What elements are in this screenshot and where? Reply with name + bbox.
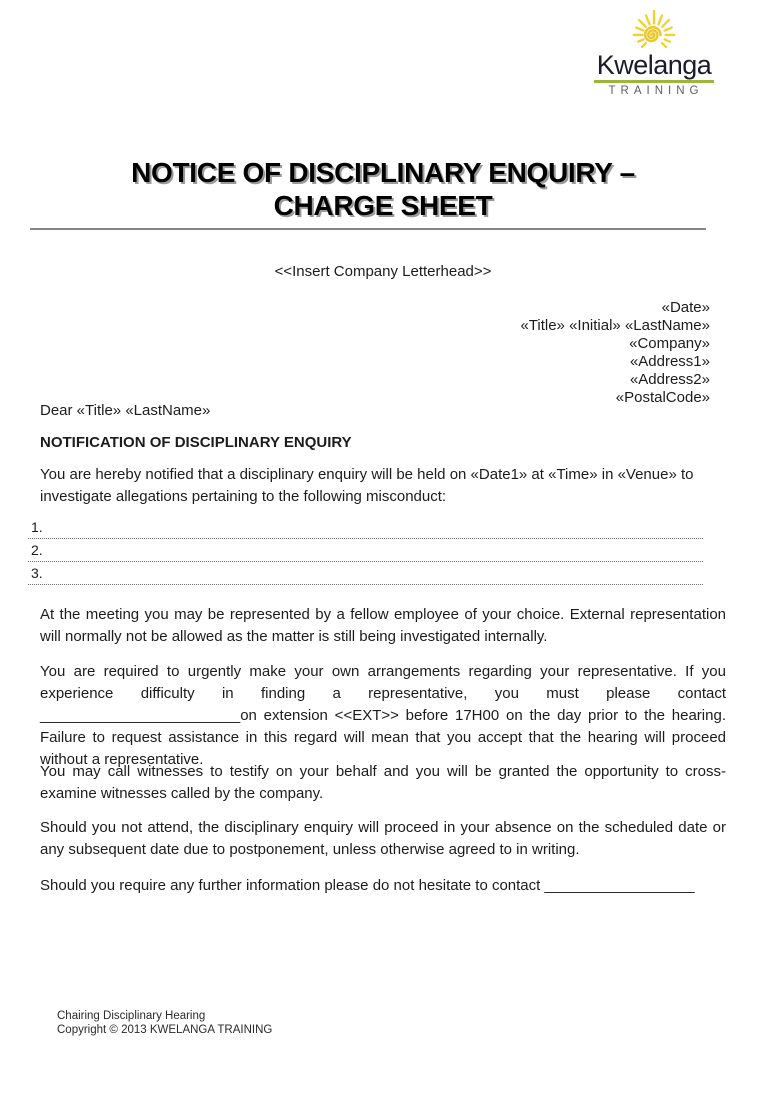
logo-green-rule	[594, 80, 714, 83]
address-line-date: «Date»	[661, 299, 710, 316]
letterhead-placeholder: <<Insert Company Letterhead>>	[274, 263, 492, 280]
address-line-postalcode: «PostalCode»	[615, 389, 710, 406]
misconduct-line-1: 1.	[28, 516, 703, 539]
logo-brand-text: Kwelanga	[596, 50, 712, 80]
paragraph-witnesses: You may call witnesses to testify on your behalf and you will be granted the opportunity to cross-examine witnesses called by the company.	[40, 763, 726, 802]
paragraph-arrangements: You are required to urgently make your own arrangements regarding your representative. If you experience difficulty in finding a representative, you must please contact ________________________on extension <<EXT>> before 17H00 on the day prior to the hearing. Failure to request assistance in this regard will mean that you accept that the hearing will proceed without a representative.	[40, 663, 726, 768]
kwelanga-logo	[594, 10, 714, 97]
misconduct-line-2: 2.	[28, 539, 703, 562]
address-block	[520, 299, 710, 407]
address-line-address2: «Address2»	[629, 371, 710, 388]
paragraph-non-attendance: Should you not attend, the disciplinary enquiry will proceed in your absence on the scheduled date or any subsequent date due to postponement, unless otherwise agreed to in writing.	[40, 819, 726, 858]
title-divider	[30, 228, 706, 230]
page-title-line1: NOTICE OF DISCIPLINARY ENQUIRY –	[131, 157, 635, 188]
section-heading: NOTIFICATION OF DISCIPLINARY ENQUIRY	[40, 434, 352, 451]
page-title	[0, 156, 766, 222]
paragraph-intro: You are hereby notified that a disciplinary enquiry will be held on «Date1» at «Time» in «Venue» to investigate allegations pertaining to the following misconduct:	[40, 466, 694, 505]
paragraph-further-info: Should you require any further information please do not hesitate to contact __________________	[40, 877, 695, 894]
address-line-company: «Company»	[629, 335, 710, 352]
paragraph-representation: At the meeting you may be represented by a fellow employee of your choice. External representation will normally not be allowed as the matter is still being investigated internally.	[40, 606, 726, 645]
salutation: Dear «Title» «LastName»	[40, 402, 211, 419]
misconduct-line-3: 3.	[28, 562, 703, 585]
misconduct-list	[28, 516, 703, 585]
footer-course-title: Chairing Disciplinary Hearing	[57, 1010, 206, 1022]
logo-subtitle-text: TRAINING	[608, 85, 704, 97]
page-footer	[57, 1009, 272, 1037]
footer-copyright: Copyright © 2013 KWELANGA TRAINING	[57, 1024, 273, 1036]
address-line-name: «Title» «Initial» «LastName»	[520, 317, 710, 334]
page-title-line2: CHARGE SHEET	[273, 190, 493, 221]
address-line-address1: «Address1»	[629, 353, 710, 370]
